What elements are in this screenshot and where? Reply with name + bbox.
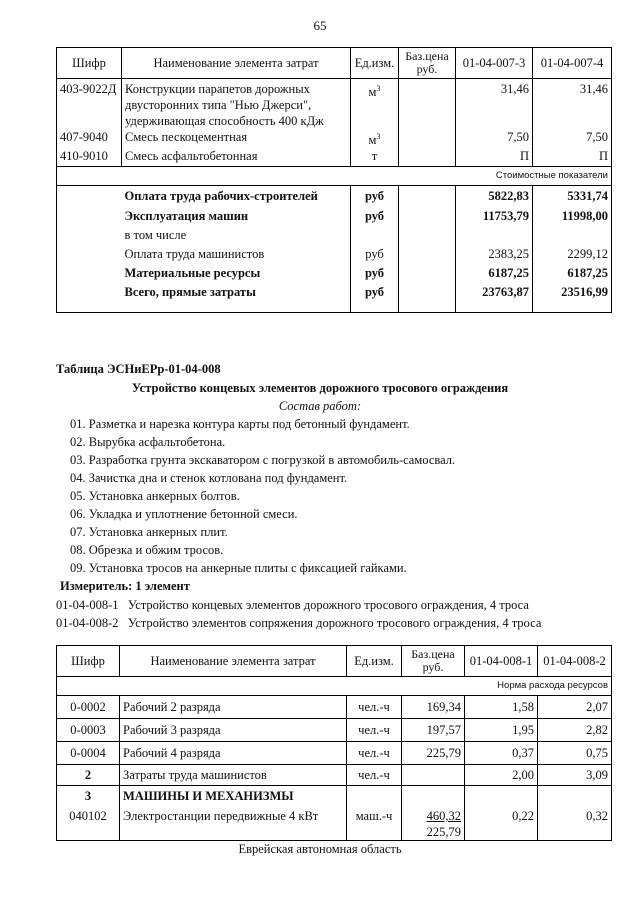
work-item: 08. Обрезка и обжим тросов. bbox=[70, 543, 224, 557]
row-unit: чел.-ч bbox=[347, 742, 402, 765]
summary-name: Материальные ресурсы bbox=[124, 266, 261, 281]
row-value-1: 7,50 bbox=[456, 129, 533, 148]
table1-header-name: Наименование элемента затрат bbox=[122, 48, 351, 79]
summary-value-2: 6187,25 bbox=[533, 265, 612, 284]
summary-unit: руб bbox=[351, 284, 399, 313]
summary-row bbox=[57, 246, 612, 265]
section-label-row bbox=[57, 677, 612, 696]
work-item: 05. Установка анкерных болтов. bbox=[70, 489, 240, 503]
summary-value-1: 5822,83 bbox=[456, 186, 533, 209]
header-price-line: Баз.цена bbox=[411, 647, 455, 661]
table-title: Таблица ЭСНиЕРр-01-04-008 bbox=[56, 362, 221, 376]
header-price-line: руб. bbox=[422, 660, 444, 674]
row-value-1: 31,46 bbox=[456, 79, 533, 130]
summary-name: Всего, прямые затраты bbox=[124, 285, 256, 300]
table-row bbox=[57, 79, 612, 130]
row-code: 0-0002 bbox=[57, 696, 120, 719]
row-value-1: 0,22 bbox=[465, 806, 538, 841]
summary-value-1: 11753,79 bbox=[456, 208, 533, 227]
work-item: 06. Укладка и уплотнение бетонной смеси. bbox=[70, 507, 298, 521]
table-row bbox=[57, 696, 612, 719]
summary-name: в том числе bbox=[124, 228, 187, 243]
row-name: МАШИНЫ И МЕХАНИЗМЫ bbox=[120, 786, 347, 807]
row-code: 3 bbox=[57, 786, 120, 807]
table2-header-col2: 01-04-008-2 bbox=[538, 646, 612, 677]
row-value-1: 1,95 bbox=[465, 719, 538, 742]
measure-unit: Измеритель: 1 элемент bbox=[60, 579, 190, 593]
work-item: 01. Разметка и нарезка контура карты под бетонный фундамент. bbox=[70, 417, 410, 431]
table2-header-code: Шифр bbox=[57, 646, 120, 677]
summary-row bbox=[57, 227, 612, 246]
section-label: Норма расхода ресурсов bbox=[57, 677, 612, 696]
work-item: 03. Разработка грунта экскаватором с погрузкой в автомобиль-самосвал. bbox=[70, 453, 456, 467]
summary-name: Оплата труда рабочих-строителей bbox=[124, 189, 318, 204]
table2-header-price bbox=[402, 646, 465, 677]
row-value-2: 0,75 bbox=[538, 742, 612, 765]
row-value-2: 7,50 bbox=[533, 129, 612, 148]
row-price: 197,57 bbox=[402, 719, 465, 742]
row-price: 169,34 bbox=[402, 696, 465, 719]
row-price: 225,79 bbox=[402, 742, 465, 765]
table-row bbox=[57, 765, 612, 786]
row-value-2: 2,82 bbox=[538, 719, 612, 742]
section-label: Стоимостные показатели bbox=[57, 167, 612, 186]
row-price bbox=[402, 806, 465, 841]
summary-value-1: 2383,25 bbox=[456, 246, 533, 265]
section-label-row bbox=[57, 167, 612, 186]
row-name: Электростанции передвижные 4 кВт bbox=[120, 806, 347, 841]
row-name: Смесь асфальтобетонная bbox=[122, 148, 351, 167]
row-code: 403-9022Д bbox=[60, 82, 117, 96]
work-item: 07. Установка анкерных плит. bbox=[70, 525, 228, 539]
row-unit: чел.-ч bbox=[347, 696, 402, 719]
row-code: 2 bbox=[57, 765, 120, 786]
row-value-2: 0,32 bbox=[538, 806, 612, 841]
table2-header-unit: Ед.изм. bbox=[347, 646, 402, 677]
row-value-2: 31,46 bbox=[533, 79, 612, 130]
variant-line: 01-04-008-1 Устройство концевых элементов дорожного тросового ограждения, 4 троса bbox=[56, 598, 529, 612]
row-unit: чел.-ч bbox=[347, 765, 402, 786]
row-unit: чел.-ч bbox=[347, 719, 402, 742]
table1-header-unit: Ед.изм. bbox=[351, 48, 399, 79]
summary-unit: руб bbox=[351, 265, 399, 284]
row-name: Конструкции парапетов дорожных двусторонних типа "Нью Джерси", удерживающая способность 400 кДж bbox=[122, 79, 351, 130]
summary-name: Оплата труда машинистов bbox=[124, 247, 265, 262]
row-code: 0-0003 bbox=[57, 719, 120, 742]
table-row bbox=[57, 786, 612, 807]
row-code: 0-0004 bbox=[57, 742, 120, 765]
summary-row bbox=[57, 265, 612, 284]
row-unit: маш.-ч bbox=[347, 806, 402, 841]
table1-header-row bbox=[57, 48, 612, 79]
table1-header-code: Шифр bbox=[57, 48, 122, 79]
row-value-1: 2,00 bbox=[465, 765, 538, 786]
row-code: 407-9040 bbox=[60, 130, 108, 144]
table-row bbox=[57, 719, 612, 742]
table2-header-col1: 01-04-008-1 bbox=[465, 646, 538, 677]
price-secondary: 225,79 bbox=[426, 825, 461, 839]
row-name: Рабочий 4 разряда bbox=[120, 742, 347, 765]
table-subtitle: Устройство концевых элементов дорожного тросового ограждения bbox=[131, 381, 509, 395]
summary-row bbox=[57, 186, 612, 209]
row-price bbox=[399, 148, 456, 167]
summary-name: Эксплуатация машин bbox=[124, 209, 249, 224]
row-code: 040102 bbox=[57, 806, 120, 841]
table1-header-col1: 01-04-007-3 bbox=[456, 48, 533, 79]
row-unit: $м^3$ bbox=[351, 79, 399, 130]
variant-line: 01-04-008-2 Устройство элементов сопряжения дорожного тросового ограждения, 4 троса bbox=[56, 616, 542, 630]
work-item: 02. Вырубка асфальтобетона. bbox=[70, 435, 226, 449]
row-value-1: 1,58 bbox=[465, 696, 538, 719]
resource-table bbox=[56, 645, 612, 841]
row-name: Смесь пескоцементная bbox=[122, 129, 351, 148]
row-unit: т bbox=[351, 148, 399, 167]
row-value-2: П bbox=[533, 148, 612, 167]
row-name: Рабочий 3 разряда bbox=[120, 719, 347, 742]
summary-unit: руб bbox=[351, 186, 399, 209]
table-row bbox=[57, 806, 612, 841]
composition-title: Состав работ: bbox=[278, 399, 362, 413]
row-price bbox=[399, 129, 456, 148]
row-value-2: 3,09 bbox=[538, 765, 612, 786]
table2-header-row bbox=[57, 646, 612, 677]
summary-value-2: 11998,00 bbox=[533, 208, 612, 227]
row-price bbox=[402, 765, 465, 786]
row-name: Затраты труда машинистов bbox=[120, 765, 347, 786]
summary-value-2: 23516,99 bbox=[533, 284, 612, 313]
cost-table-1 bbox=[56, 47, 612, 313]
table-row bbox=[57, 129, 612, 148]
table1-header-col2: 01-04-007-4 bbox=[533, 48, 612, 79]
row-code: 410-9010 bbox=[60, 149, 108, 164]
work-item: 09. Установка тросов на анкерные плиты с фиксацией гайками. bbox=[70, 561, 407, 575]
row-name: Рабочий 2 разряда bbox=[120, 696, 347, 719]
summary-row bbox=[57, 284, 612, 313]
summary-value-1: 6187,25 bbox=[456, 265, 533, 284]
row-value-2: 2,07 bbox=[538, 696, 612, 719]
row-value-1: 0,37 bbox=[465, 742, 538, 765]
summary-value-2: 5331,74 bbox=[533, 186, 612, 209]
work-item: 04. Зачистка дна и стенок котлована под фундамент. bbox=[70, 471, 348, 485]
table-row bbox=[57, 742, 612, 765]
summary-unit: руб bbox=[351, 208, 399, 227]
table1-header-price: Баз.цена руб. bbox=[399, 48, 456, 79]
row-value-1: П bbox=[456, 148, 533, 167]
price-primary: 460,32 bbox=[426, 809, 461, 823]
summary-row bbox=[57, 208, 612, 227]
summary-value-2: 2299,12 bbox=[533, 246, 612, 265]
row-unit: $м^3$ bbox=[351, 129, 399, 148]
table-row bbox=[57, 148, 612, 167]
page-footer: Еврейская автономная область bbox=[238, 842, 402, 856]
summary-value-1: 23763,87 bbox=[456, 284, 533, 313]
summary-unit: руб bbox=[351, 246, 399, 265]
page-number: 65 bbox=[313, 18, 327, 33]
table2-header-name: Наименование элемента затрат bbox=[120, 646, 347, 677]
row-price bbox=[399, 79, 456, 130]
